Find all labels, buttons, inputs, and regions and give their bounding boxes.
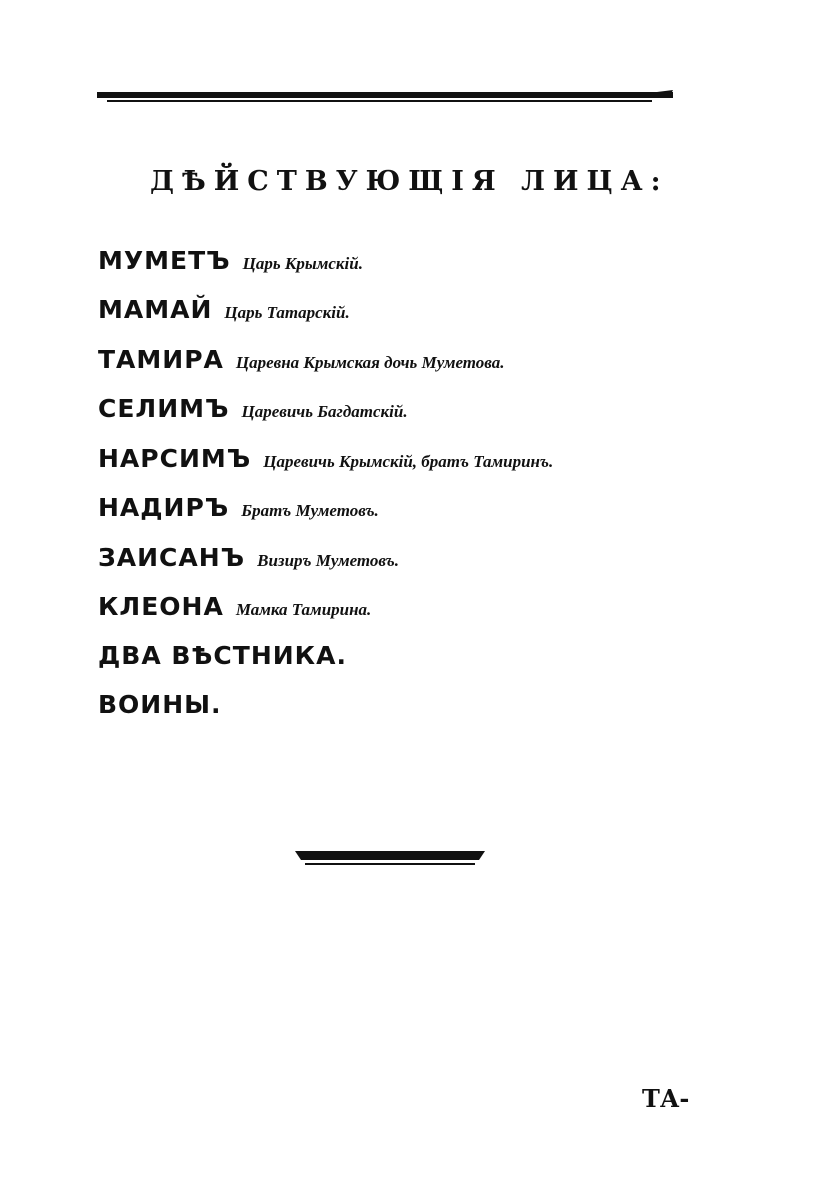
character-description: Царевна Крымская дочь Муметова. xyxy=(235,353,505,372)
cast-entry-kleona xyxy=(98,594,371,619)
character-description: Царевичь Крымскій, братъ Тамиринъ. xyxy=(263,452,554,471)
cast-entry-two-messengers xyxy=(98,643,347,668)
character-description: Царь Татарскій. xyxy=(224,303,350,322)
character-name: ВОИНЫ. xyxy=(98,690,222,719)
cast-entry-mumet xyxy=(98,248,363,273)
character-description: Мамка Тамирина. xyxy=(235,600,372,619)
bottom-ornamental-rule xyxy=(295,851,485,869)
cast-entry-selim xyxy=(98,396,408,421)
cast-entry-mamai xyxy=(98,297,350,322)
character-name: КЛЕОНА xyxy=(98,592,224,621)
character-name: НАРСИМЪ xyxy=(98,444,252,473)
cast-entry-nadir xyxy=(98,495,379,520)
cast-entry-warriors xyxy=(98,692,222,717)
top-ornamental-rule xyxy=(97,90,673,104)
cast-entry-narsim xyxy=(98,446,553,471)
page-title: ДѢЙСТВУЮЩІЯ ЛИЦА: xyxy=(150,166,669,197)
character-description: Царевичь Багдатскій. xyxy=(241,402,408,421)
character-name: ДВА ВѢСТНИКА. xyxy=(98,641,347,670)
character-name: ЗАИСАНЪ xyxy=(98,543,246,572)
character-description: Братъ Муметовъ. xyxy=(241,501,379,520)
character-description: Визиръ Муметовъ. xyxy=(257,551,400,570)
cast-entry-zaisan xyxy=(98,545,399,570)
character-name: МАМАЙ xyxy=(98,295,213,324)
character-description: Царь Крымскій. xyxy=(242,254,363,273)
catchword: ТА- xyxy=(642,1084,690,1113)
character-name: МУМЕТЪ xyxy=(98,246,231,275)
cast-entry-tamira xyxy=(98,347,505,372)
character-name: СЕЛИМЪ xyxy=(98,394,230,423)
character-name: ТАМИРА xyxy=(98,345,224,374)
character-name: НАДИРЪ xyxy=(98,493,230,522)
